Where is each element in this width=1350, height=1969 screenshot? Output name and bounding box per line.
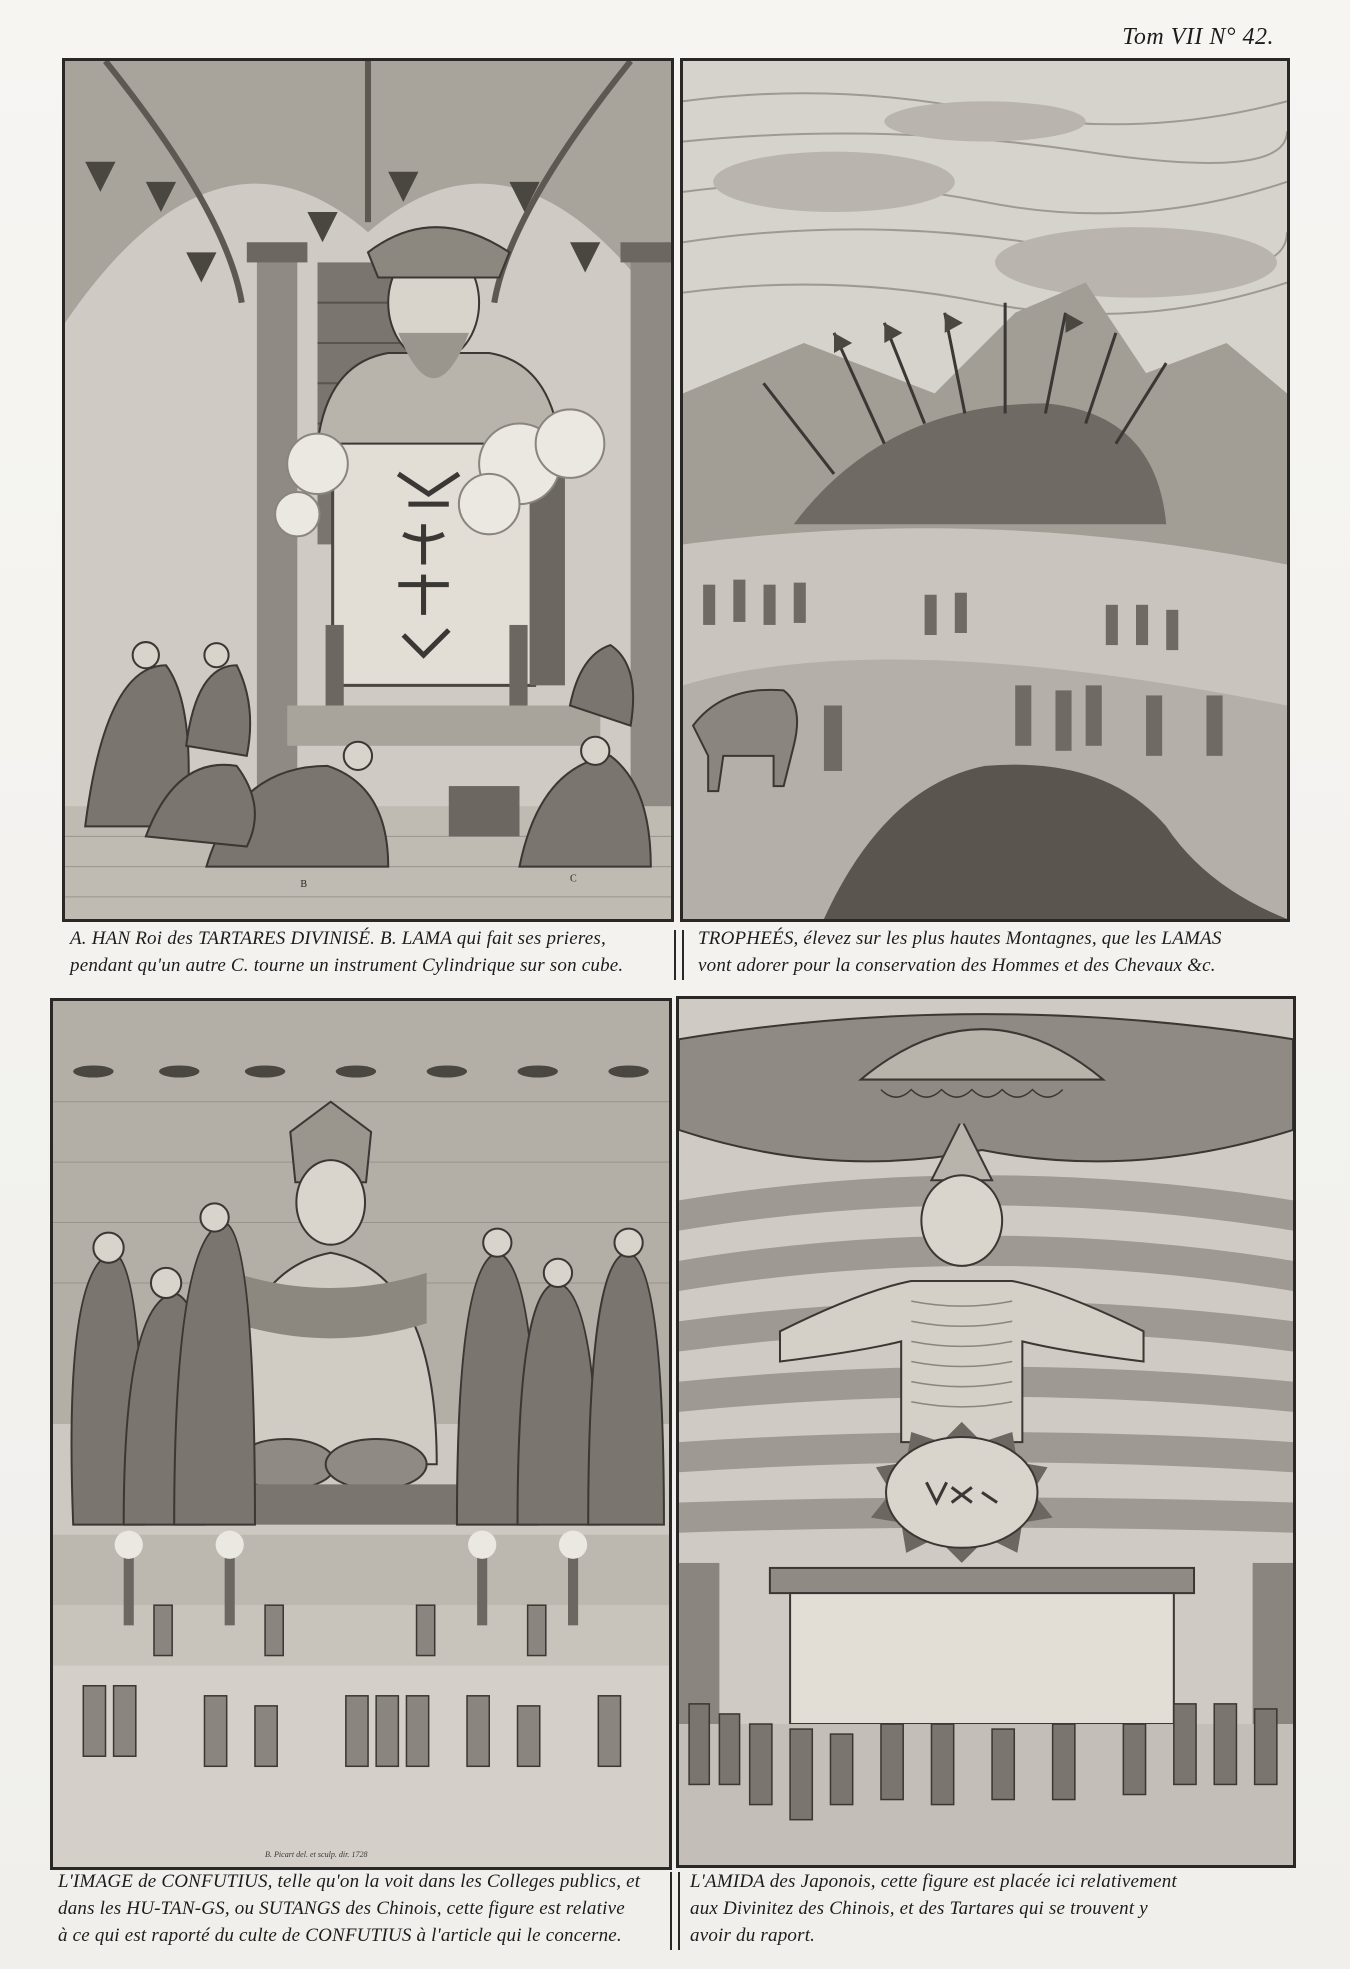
illustration-confutius-statue: [53, 1001, 669, 1867]
caption-han-line1: A. HAN Roi des TARTARES DIVINISÉ. B. LAMA qui fait ses prieres,: [70, 928, 606, 949]
caption-divider-top: [674, 930, 684, 980]
illustration-amida-figure: [679, 999, 1293, 1865]
caption-confutius-line1: L'IMAGE de CONFUTIUS, telle qu'on la voit dans les Colleges publics, et: [58, 1871, 641, 1892]
caption-trophees-line1: TROPHEÉS, élevez sur les plus hautes Montagnes, que les LAMAS: [698, 928, 1222, 949]
illustration-temple-bust: [65, 61, 671, 919]
caption-divider-bottom: [670, 1872, 680, 1950]
letter-c: C: [570, 873, 577, 885]
caption-amida-line1: L'AMIDA des Japonois, cette figure est placée ici relativement: [690, 1871, 1177, 1892]
letter-b: B: [300, 878, 308, 890]
caption-han-line2: pendant qu'un autre C. tourne un instrument Cylindrique sur son cube.: [70, 955, 624, 976]
caption-amida: [690, 1868, 1290, 1949]
panel-amida: [676, 996, 1296, 1868]
caption-confutius-line2: dans les HU-TAN-GS, ou SUTANGS des Chinois, cette figure est relative: [58, 1898, 625, 1919]
caption-confutius: [58, 1868, 666, 1949]
illustration-mountain-trophies: [683, 61, 1287, 919]
panel-han-deified: [62, 58, 674, 922]
caption-han-tartares: [70, 925, 660, 979]
engraver-signature: B. Picart del. et sculp. dir. 1728: [265, 1849, 368, 1859]
caption-trophees: [698, 925, 1288, 979]
panel-trophies-mountains: [680, 58, 1290, 922]
panel-confutius: [50, 998, 672, 1870]
caption-amida-line3: avoir du raport.: [690, 1925, 816, 1946]
plate-reference: Tom VII N° 42.: [1122, 24, 1274, 50]
caption-confutius-line3: à ce qui est raporté du culte de CONFUTIUS à l'article qui le concerne.: [58, 1925, 622, 1946]
caption-trophees-line2: vont adorer pour la conservation des Hommes et des Chevaux &c.: [698, 955, 1216, 976]
caption-amida-line2: aux Divinitez des Chinois, et des Tartares qui se trouvent y: [690, 1898, 1148, 1919]
